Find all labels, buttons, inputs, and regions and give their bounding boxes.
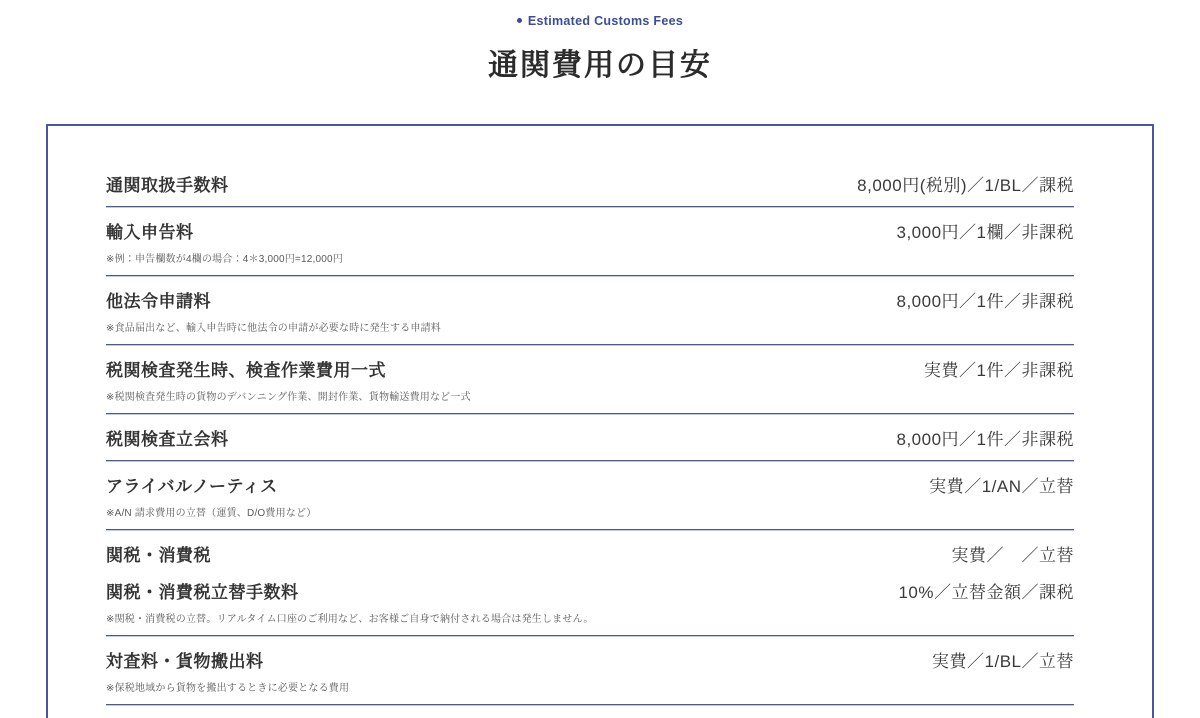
fee-row bbox=[106, 276, 1074, 345]
fee-label: 他法令申請料 bbox=[106, 292, 211, 311]
fee-value: 3,000円／1欄／非課税 bbox=[896, 223, 1074, 242]
fee-label: 関税・消費税 bbox=[106, 546, 211, 565]
fee-row-main bbox=[106, 218, 1074, 243]
fee-label: 関税・消費税立替手数料 bbox=[106, 583, 299, 602]
fee-label: 税関検査発生時、検査作業費用一式 bbox=[106, 361, 386, 380]
fee-row bbox=[106, 570, 1074, 636]
fee-value: 実費／1件／非課税 bbox=[924, 361, 1074, 380]
section-eyebrow bbox=[517, 14, 683, 28]
bullet-dot-icon bbox=[517, 18, 522, 23]
fee-label: アライバルノーティス bbox=[106, 477, 278, 496]
fee-value: 実費／1/AN／立替 bbox=[929, 477, 1074, 496]
fee-label: 通関取扱手数料 bbox=[106, 176, 229, 195]
fee-note: ※保税地域から貨物を搬出するときに必要となる費用 bbox=[106, 683, 350, 694]
fee-row bbox=[106, 530, 1074, 570]
fee-label: 税関検査立会料 bbox=[106, 430, 229, 449]
fee-row-main bbox=[106, 541, 1074, 566]
fee-note: ※関税・消費税の立替。リアルタイム口座のご利用など、お客様ご自身で納付される場合は発生しません。 bbox=[106, 614, 594, 625]
fee-value: 8,000円(税別)／1/BL／課税 bbox=[857, 176, 1074, 195]
fees-table bbox=[106, 160, 1074, 705]
page-header bbox=[0, 0, 1200, 84]
fee-value: 10%／立替金額／課税 bbox=[898, 583, 1074, 602]
fee-row-main bbox=[106, 287, 1074, 312]
fee-row bbox=[106, 636, 1074, 705]
fee-value: 実費／1/BL／立替 bbox=[932, 652, 1074, 671]
fee-row-main bbox=[106, 356, 1074, 381]
fee-row-main bbox=[106, 425, 1074, 450]
fee-row bbox=[106, 461, 1074, 530]
fee-value: 実費／ ／立替 bbox=[951, 546, 1074, 565]
fee-row-main bbox=[106, 472, 1074, 497]
fee-note: ※食品届出など、輸入申告時に他法令の申請が必要な時に発生する申請料 bbox=[106, 323, 441, 334]
page-title: 通関費用の目安 bbox=[488, 49, 712, 82]
fee-row bbox=[106, 414, 1074, 461]
section-eyebrow-label: Estimated Customs Fees bbox=[527, 13, 684, 28]
fees-panel bbox=[46, 124, 1154, 718]
fee-row-main bbox=[106, 647, 1074, 672]
fee-value: 8,000円／1件／非課税 bbox=[896, 292, 1074, 311]
fee-row bbox=[106, 207, 1074, 276]
fee-value: 8,000円／1件／非課税 bbox=[896, 430, 1074, 449]
fee-note: ※税関検査発生時の貨物のデバンニング作業、開封作業、貨物輸送費用など一式 bbox=[106, 392, 471, 403]
fee-row-main bbox=[106, 578, 1074, 603]
fee-row bbox=[106, 345, 1074, 414]
fee-note: ※A/N 請求費用の立替（運賃、D/O費用など） bbox=[106, 508, 317, 519]
fee-label: 対査料・貨物搬出料 bbox=[106, 652, 264, 671]
fee-row bbox=[106, 160, 1074, 207]
fee-label: 輸入申告料 bbox=[106, 223, 194, 242]
fee-row-main bbox=[106, 171, 1074, 196]
fee-note: ※例：申告欄数が4欄の場合：4＊3,000円=12,000円 bbox=[106, 254, 343, 265]
